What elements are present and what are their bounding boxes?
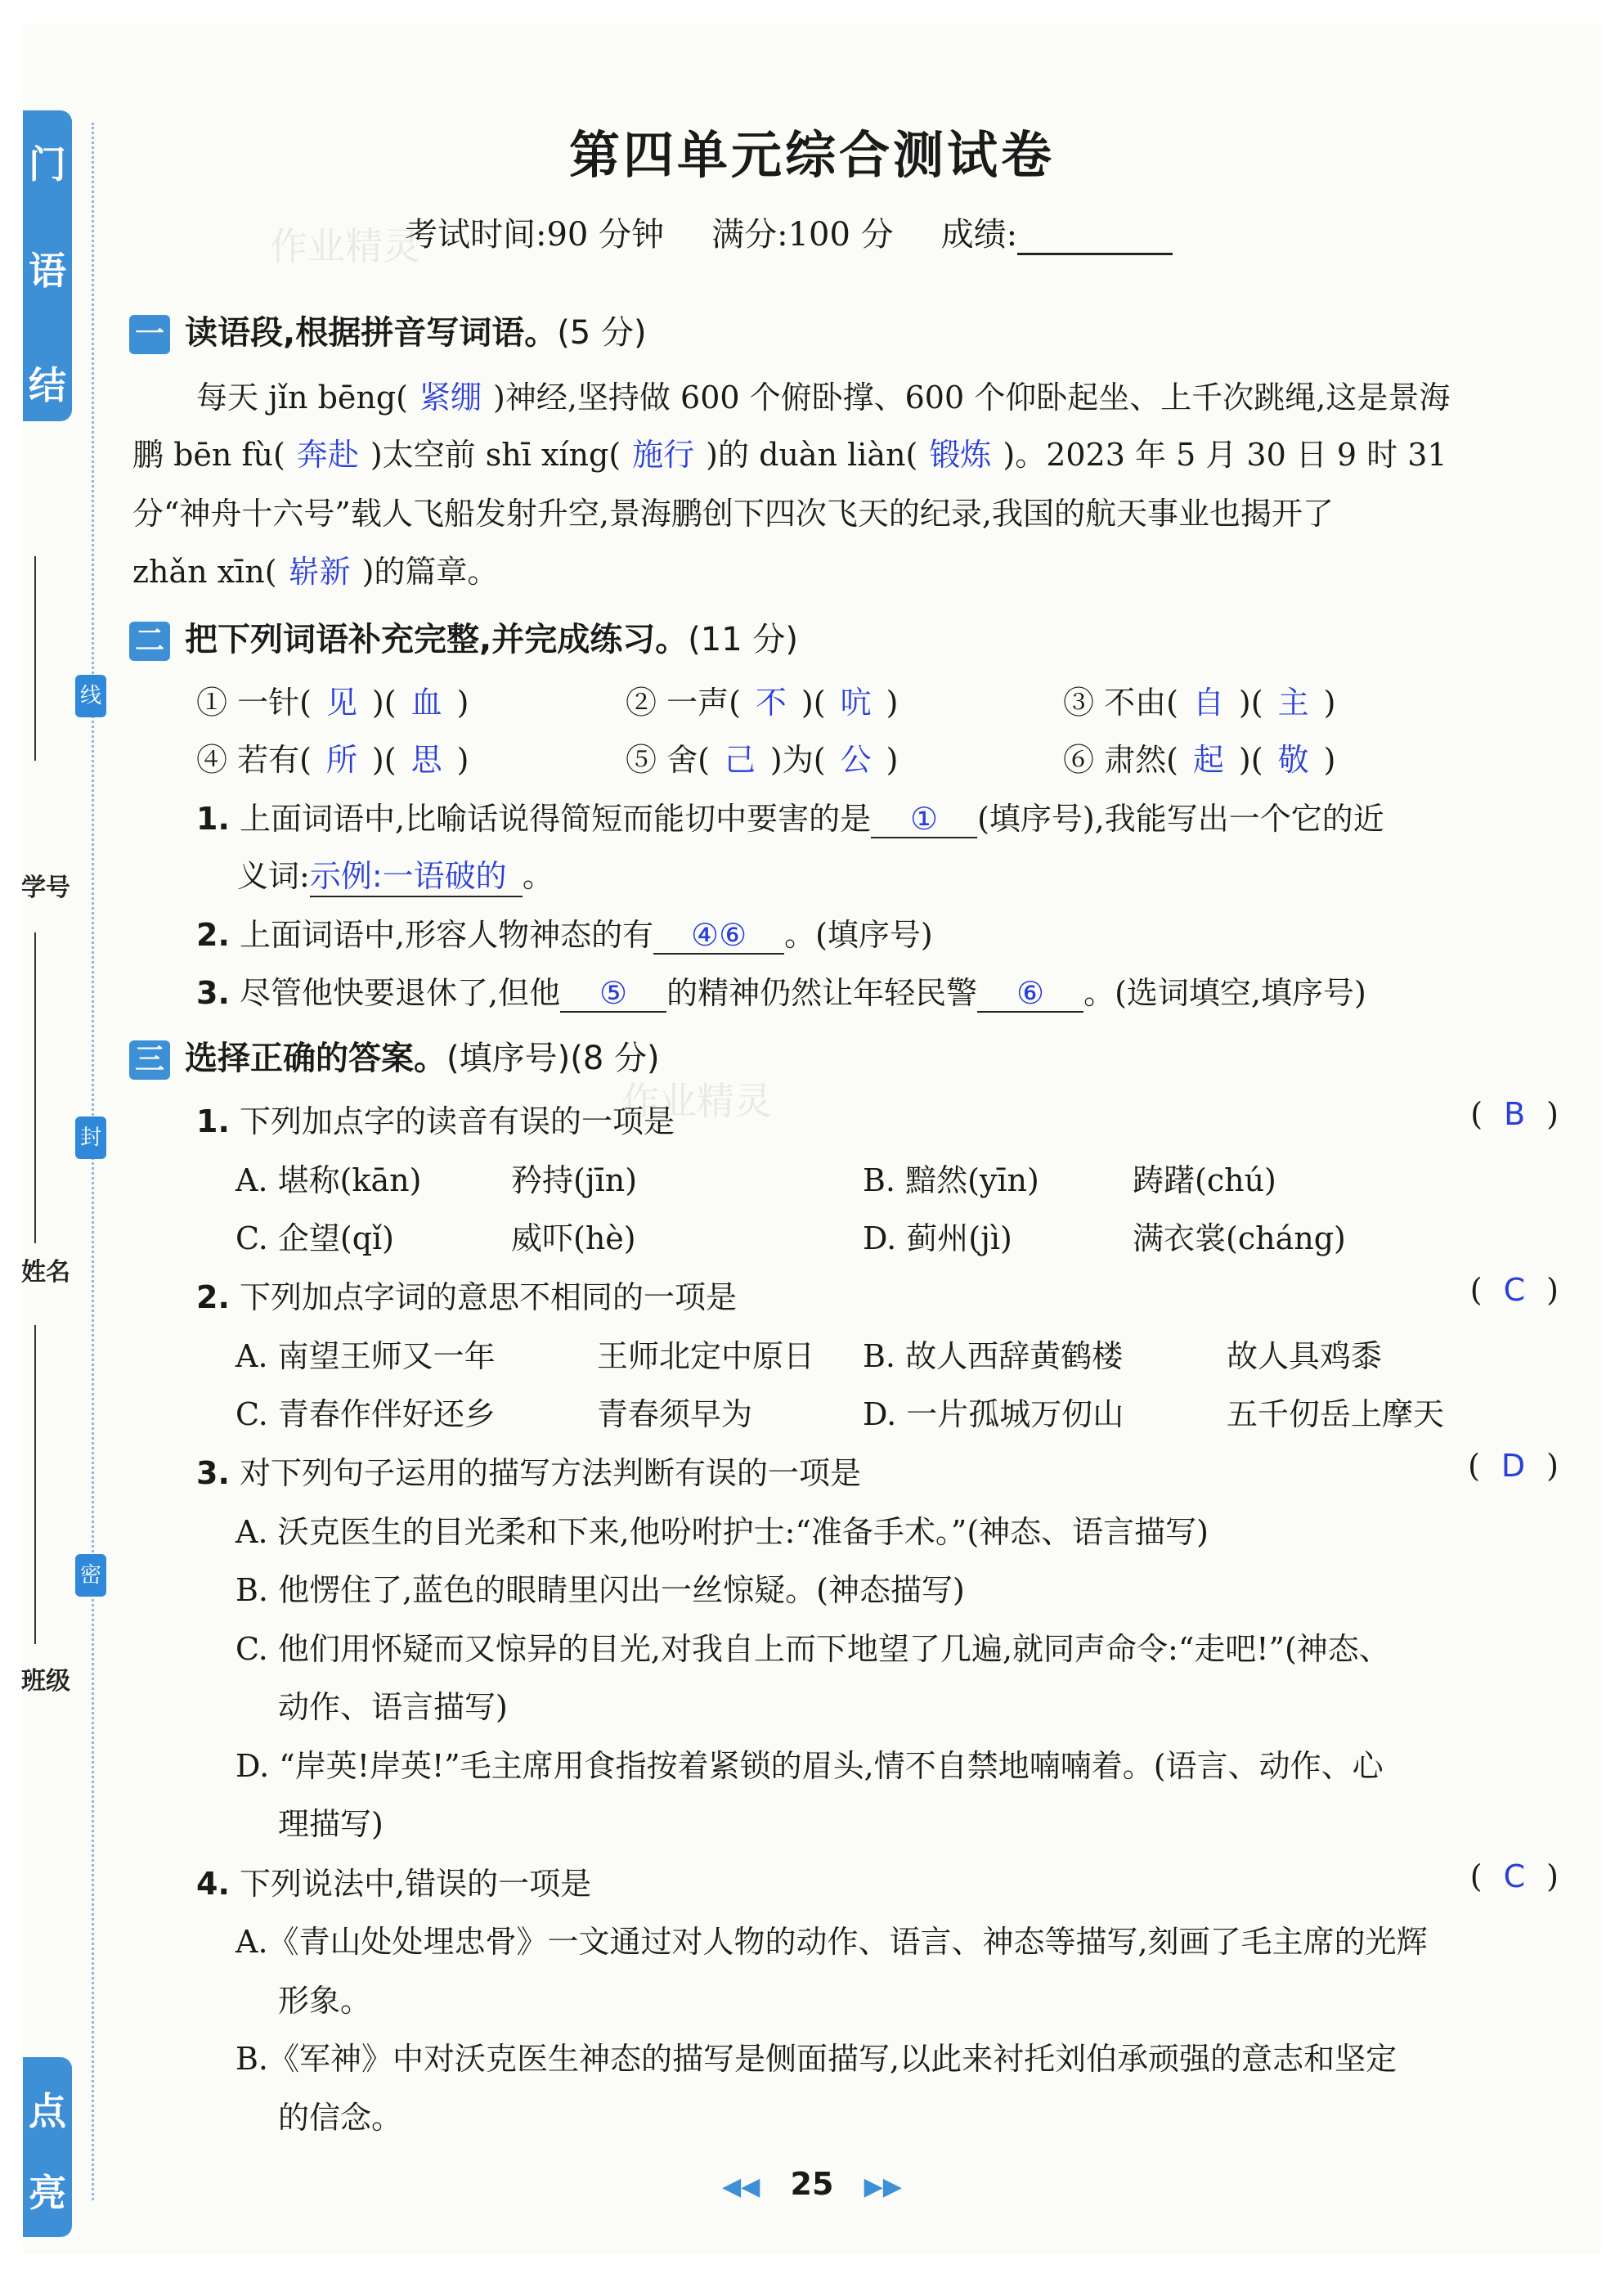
side-tab-char: 点 (29, 2089, 66, 2133)
section-title: 把下列词语补充完整,并完成练习。 (185, 621, 689, 658)
section-points: (5 分) (557, 314, 647, 352)
answer-paren: ( B ) (1470, 1096, 1559, 1132)
watermark: 作业精灵 (621, 1079, 772, 1123)
side-blank-line (34, 1325, 36, 1644)
answer-text: 施行 (632, 437, 695, 473)
option[interactable]: C. 他们用怀疑而又惊异的目光,对我自上而下地望了几遍,就同声命令:“走吧!”(神态、 (236, 1631, 1390, 1667)
side-label-student-id: 学号 (21, 874, 70, 902)
answer-blank[interactable]: ① (871, 801, 977, 838)
section-number: 三 (129, 1040, 170, 1080)
option[interactable]: B. 黯然(yīn) (863, 1162, 1039, 1198)
option[interactable]: B. 他愣住了,蓝色的眼睛里闪出一丝惊疑。(神态描写) (236, 1572, 965, 1608)
section-2-heading (129, 613, 798, 661)
option[interactable]: A. 南望王师又一年 (236, 1338, 496, 1374)
option[interactable]: A.《青山处处埋忠骨》一文通过对人物的动作、语言、神态等描写,刻画了毛主席的光辉 (236, 1924, 1428, 1960)
score-field[interactable] (1017, 222, 1173, 255)
side-blank-line (34, 932, 36, 1243)
answer-choice[interactable]: D (1501, 1448, 1526, 1484)
side-tab-char: 门 (29, 142, 66, 186)
option: 五千仞岳上摩天 (1227, 1396, 1445, 1432)
section-3-heading (129, 1032, 660, 1080)
section-1-heading (129, 307, 647, 354)
answer-blank[interactable]: ④⑥ (653, 917, 784, 955)
passage-line: 分“神舟十六号”载人飞船发射升空,景海鹏创下四次飞天的纪录,我国的航天事业也揭开了 (132, 496, 1335, 532)
passage-line: zhǎn xīn( 崭新 )的篇章。 (132, 554, 499, 590)
side-tab-char: 语 (29, 249, 66, 293)
side-blank-line (34, 556, 36, 761)
section-points: (填序号)(8 分) (446, 1040, 660, 1077)
idiom-item: ④ 若有( 所 )( 思 ) (196, 742, 469, 778)
question-2-3: 3. 尽管他快要退休了,但他 ⑤ 的精神仍然让年轻民警 ⑥ 。(选词填空,填序号) (196, 975, 1366, 1011)
option: 王师北定中原日 (597, 1338, 815, 1374)
question-2-2: 2. 上面词语中,形容人物神态的有 ④⑥ 。(填序号) (196, 917, 933, 953)
answer-blank[interactable]: ⑤ (560, 975, 666, 1013)
option[interactable]: D. 一片孤城万仞山 (863, 1396, 1124, 1432)
section-title: 读语段,根据拼音写词语。 (185, 314, 558, 352)
exam-full-score: 满分:100 分 (711, 216, 894, 254)
exam-meta (405, 209, 1220, 255)
answer-choice[interactable]: C (1503, 1858, 1526, 1894)
option[interactable]: D. “岸英!岸英!”毛主席用食指按着紧锁的眉头,情不自禁地喃喃着。(语言、动作、心 (236, 1748, 1384, 1784)
section-number: 一 (129, 315, 170, 354)
option: 故人具鸡黍 (1227, 1338, 1383, 1374)
option[interactable]: B. 故人西辞黄鹤楼 (863, 1338, 1124, 1374)
side-tab-char: 结 (29, 363, 66, 407)
page-number: 25 (790, 2166, 834, 2202)
watermark: 作业精灵 (270, 224, 420, 268)
answer-choice[interactable]: B (1504, 1096, 1526, 1132)
option-cont: 理描写) (278, 1806, 384, 1842)
idiom-item: ⑥ 肃然( 起 )( 敬 ) (1063, 742, 1336, 778)
passage-line: 每天 jǐn bēng( 紧绷 )神经,坚持做 600 个俯卧撑、600 个仰卧起坐、上千次跳绳,这是景海 (196, 380, 1451, 416)
seal-badge: 封 (75, 1117, 106, 1159)
section-number: 二 (129, 622, 170, 661)
idiom-item: ③ 不由( 自 )( 主 ) (1063, 685, 1336, 721)
section-points: (11 分) (688, 621, 799, 658)
question-3-4: 4. 下列说法中,错误的一项是 (196, 1866, 592, 1902)
option-cont: 动作、语言描写) (278, 1689, 508, 1725)
option[interactable]: D. 蓟州(jì) (863, 1220, 1012, 1256)
answer-paren: ( C ) (1469, 1272, 1559, 1308)
option-cont: 形象。 (278, 1983, 372, 2019)
seal-badge: 线 (75, 675, 106, 717)
option: 威吓(hè) (511, 1220, 636, 1256)
next-page-icon[interactable]: ▶▶ (864, 2172, 902, 2201)
seal-badge: 密 (75, 1554, 106, 1597)
page-title: 第四单元综合测试卷 (568, 125, 1055, 185)
answer-choice[interactable]: C (1503, 1272, 1526, 1308)
option[interactable]: B.《军神》中对沃克医生神态的描写是侧面描写,以此来衬托刘伯承顽强的意志和坚定 (236, 2041, 1397, 2077)
answer-paren: ( C ) (1469, 1858, 1559, 1894)
question-2-1-cont: 义词:示例:一语破的 。 (237, 851, 554, 897)
option[interactable]: C. 青春作伴好还乡 (236, 1396, 496, 1432)
option: 矜持(jīn) (511, 1162, 638, 1198)
answer-text: 奔赴 (296, 437, 359, 473)
option[interactable]: C. 企望(qǐ) (236, 1220, 395, 1256)
idiom-item: ① 一针( 见 )( 血 ) (196, 685, 469, 721)
score-label: 成绩: (940, 216, 1018, 254)
answer-paren: ( D ) (1468, 1448, 1559, 1484)
prev-page-icon[interactable]: ◀◀ (722, 2172, 760, 2201)
passage-line: 鹏 bēn fù( 奔赴 )太空前 shī xíng( 施行 )的 duàn liàn( 锻炼 )。2023 年 5 月 30 日 9 时 31 (132, 437, 1447, 473)
question-2-1: 1. 上面词语中,比喻话说得简短而能切中要害的是 ① (填序号),我能写出一个它的近 (196, 801, 1384, 837)
option[interactable]: A. 堪称(kān) (236, 1162, 422, 1198)
answer-text: 锻炼 (929, 437, 992, 473)
side-label-name: 姓名 (21, 1258, 70, 1287)
cut-line (92, 123, 94, 2200)
option: 踌躇(chú) (1133, 1162, 1276, 1198)
question-3-1: 1. 下列加点字的读音有误的一项是 (196, 1103, 675, 1139)
side-label-class: 班级 (21, 1667, 70, 1696)
answer-blank[interactable]: 示例:一语破的 (310, 851, 523, 897)
option: 青春须早为 (597, 1396, 753, 1432)
page-footer (0, 2166, 1624, 2202)
answer-text: 紧绷 (419, 380, 482, 416)
answer-blank[interactable]: ⑥ (977, 975, 1083, 1013)
exam-time: 考试时间:90 分钟 (405, 216, 665, 254)
question-3-3: 3. 对下列句子运用的描写方法判断有误的一项是 (196, 1455, 861, 1491)
section-title: 选择正确的答案。 (185, 1040, 446, 1077)
idiom-item: ② 一声( 不 )( 吭 ) (626, 685, 899, 721)
side-tab-char: 亮 (29, 2171, 66, 2215)
option[interactable]: A. 沃克医生的目光柔和下来,他吩咐护士:“准备手术。”(神态、语言描写) (236, 1514, 1209, 1550)
idiom-item: ⑤ 舍( 己 )为( 公 ) (626, 742, 899, 778)
question-3-2: 2. 下列加点字词的意思不相同的一项是 (196, 1279, 737, 1315)
option-cont: 的信念。 (278, 2100, 403, 2136)
answer-text: 崭新 (288, 554, 351, 590)
side-tab-bottom (23, 2057, 72, 2237)
option: 满衣裳(cháng) (1133, 1220, 1346, 1256)
